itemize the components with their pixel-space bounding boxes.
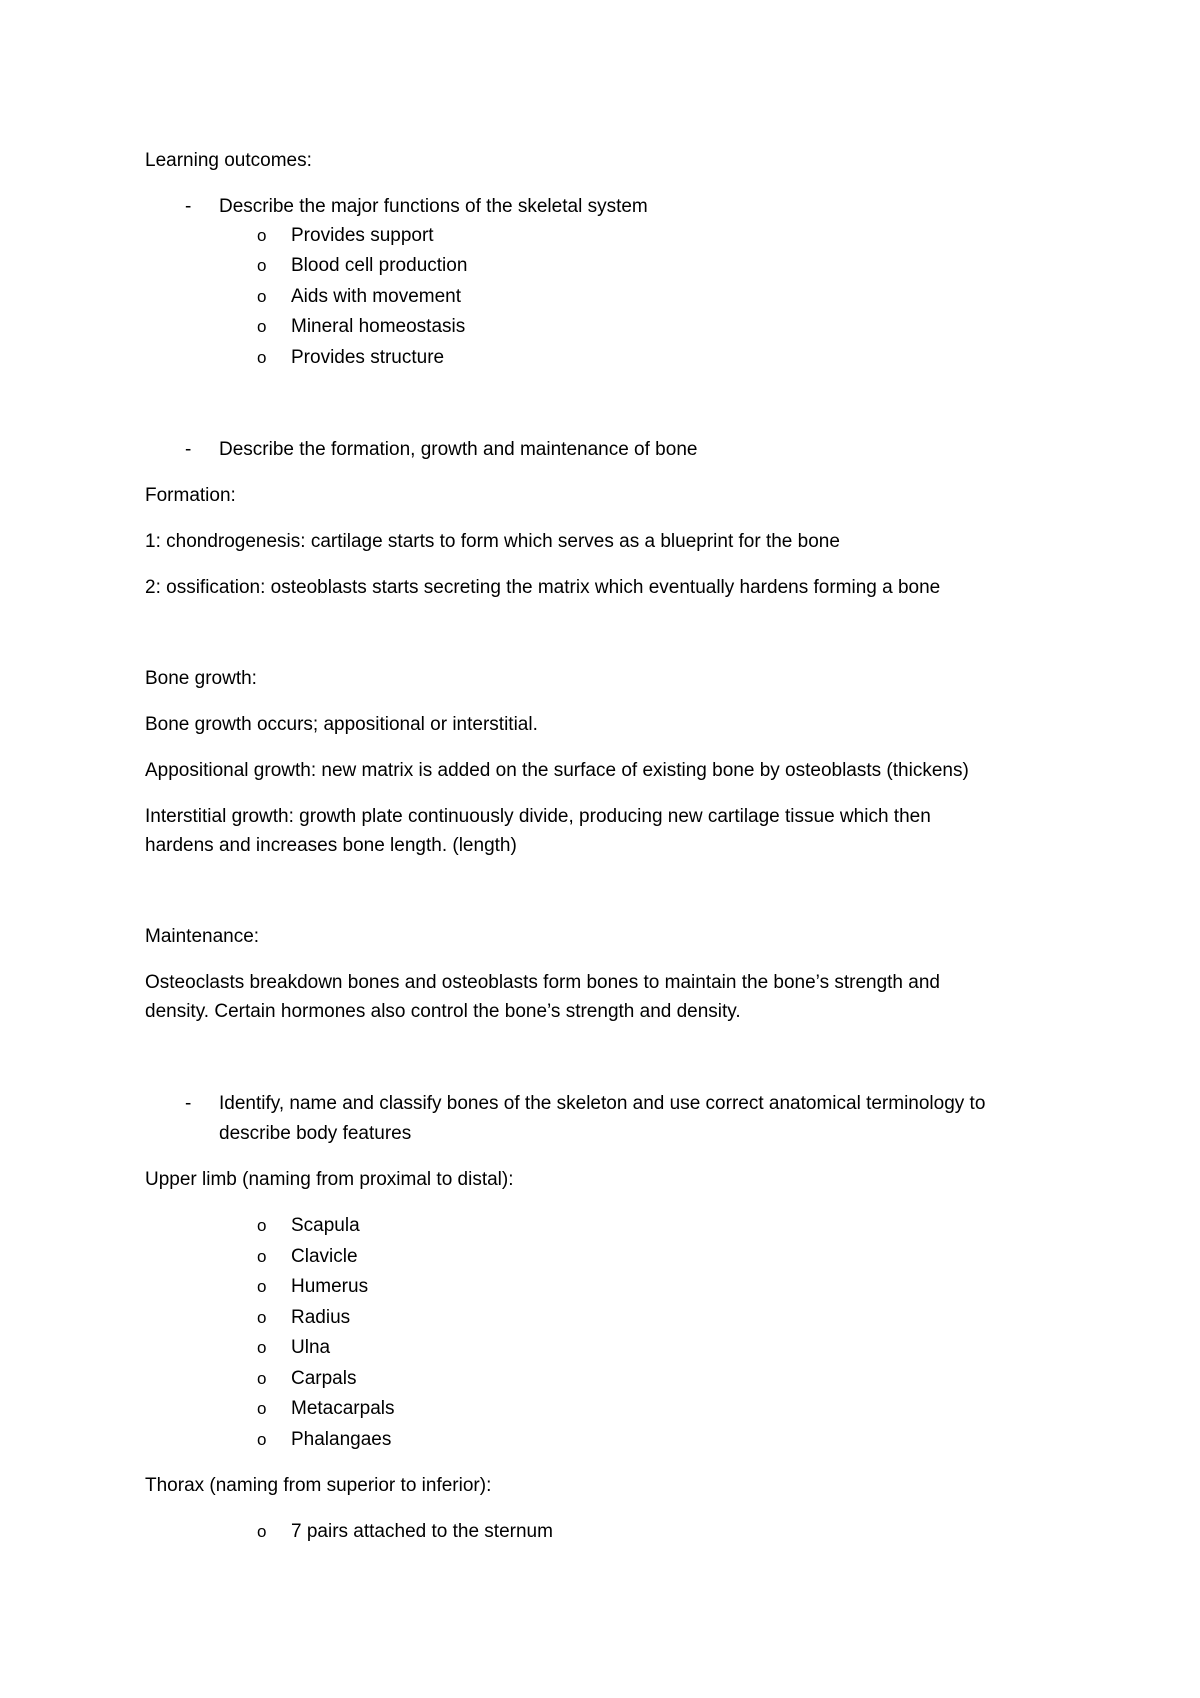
maintenance-line-2: density. Certain hormones also control the bone’s strength and density. (145, 1001, 741, 1022)
list-item: 7 pairs attached to the sternum (291, 1521, 553, 1542)
list-item: Provides structure (291, 347, 445, 368)
thorax-heading: Thorax (naming from superior to inferior): (145, 1475, 492, 1496)
bullet-marker: o (257, 256, 267, 275)
list-item: Mineral homeostasis (291, 316, 466, 337)
formation-step-1: 1: chondrogenesis: cartilage starts to form which serves as a blueprint for the bone (145, 531, 840, 552)
dash-marker: - (185, 439, 192, 460)
list-item: Scapula (291, 1215, 360, 1236)
list-item: Radius (291, 1307, 351, 1328)
list-item: Aids with movement (291, 286, 462, 307)
bullet-marker: o (257, 1277, 267, 1296)
list-item: Ulna (291, 1337, 331, 1358)
dash-marker: - (185, 196, 192, 217)
formation-heading: Formation: (145, 485, 236, 506)
bullet-marker: o (257, 1216, 267, 1235)
bullet-marker: o (257, 226, 267, 245)
list-item: Carpals (291, 1368, 357, 1389)
list-item: Blood cell production (291, 255, 468, 276)
maintenance-heading: Maintenance: (145, 926, 260, 947)
bullet-marker: o (257, 1369, 267, 1388)
interstitial-growth-line-2: hardens and increases bone length. (length) (145, 835, 517, 856)
interstitial-growth-line-1: Interstitial growth: growth plate continuously divide, producing new cartilage tissue which then (145, 806, 931, 827)
list-item: Clavicle (291, 1246, 358, 1267)
bullet-marker: o (257, 1430, 267, 1449)
bone-growth-intro: Bone growth occurs; appositional or interstitial. (145, 714, 538, 735)
bullet-marker: o (257, 1338, 267, 1357)
dash-marker: - (185, 1093, 192, 1114)
bullet-marker: o (257, 1308, 267, 1327)
bullet-marker: o (257, 317, 267, 336)
outcome-functions: Describe the major functions of the skeletal system (219, 196, 648, 217)
bullet-marker: o (257, 287, 267, 306)
maintenance-line-1: Osteoclasts breakdown bones and osteoblasts form bones to maintain the bone’s strength and (145, 972, 940, 993)
list-item: Metacarpals (291, 1398, 395, 1419)
list-item: Humerus (291, 1276, 369, 1297)
bullet-marker: o (257, 1522, 267, 1541)
bone-growth-heading: Bone growth: (145, 668, 257, 689)
bullet-marker: o (257, 1399, 267, 1418)
outcome-formation: Describe the formation, growth and maintenance of bone (219, 439, 698, 460)
appositional-growth: Appositional growth: new matrix is added on the surface of existing bone by osteoblasts (thickens) (145, 760, 969, 781)
bullet-marker: o (257, 348, 267, 367)
outcome-identify-line-1: Identify, name and classify bones of the skeleton and use correct anatomical terminology to (219, 1093, 986, 1114)
bullet-marker: o (257, 1247, 267, 1266)
outcome-identify-line-2: describe body features (219, 1123, 412, 1144)
formation-step-2: 2: ossification: osteoblasts starts secreting the matrix which eventually hardens forming a bone (145, 577, 941, 598)
learning-outcomes-heading: Learning outcomes: (145, 150, 312, 171)
upper-limb-heading: Upper limb (naming from proximal to distal): (145, 1169, 514, 1190)
list-item: Provides support (291, 225, 434, 246)
list-item: Phalangaes (291, 1429, 392, 1450)
